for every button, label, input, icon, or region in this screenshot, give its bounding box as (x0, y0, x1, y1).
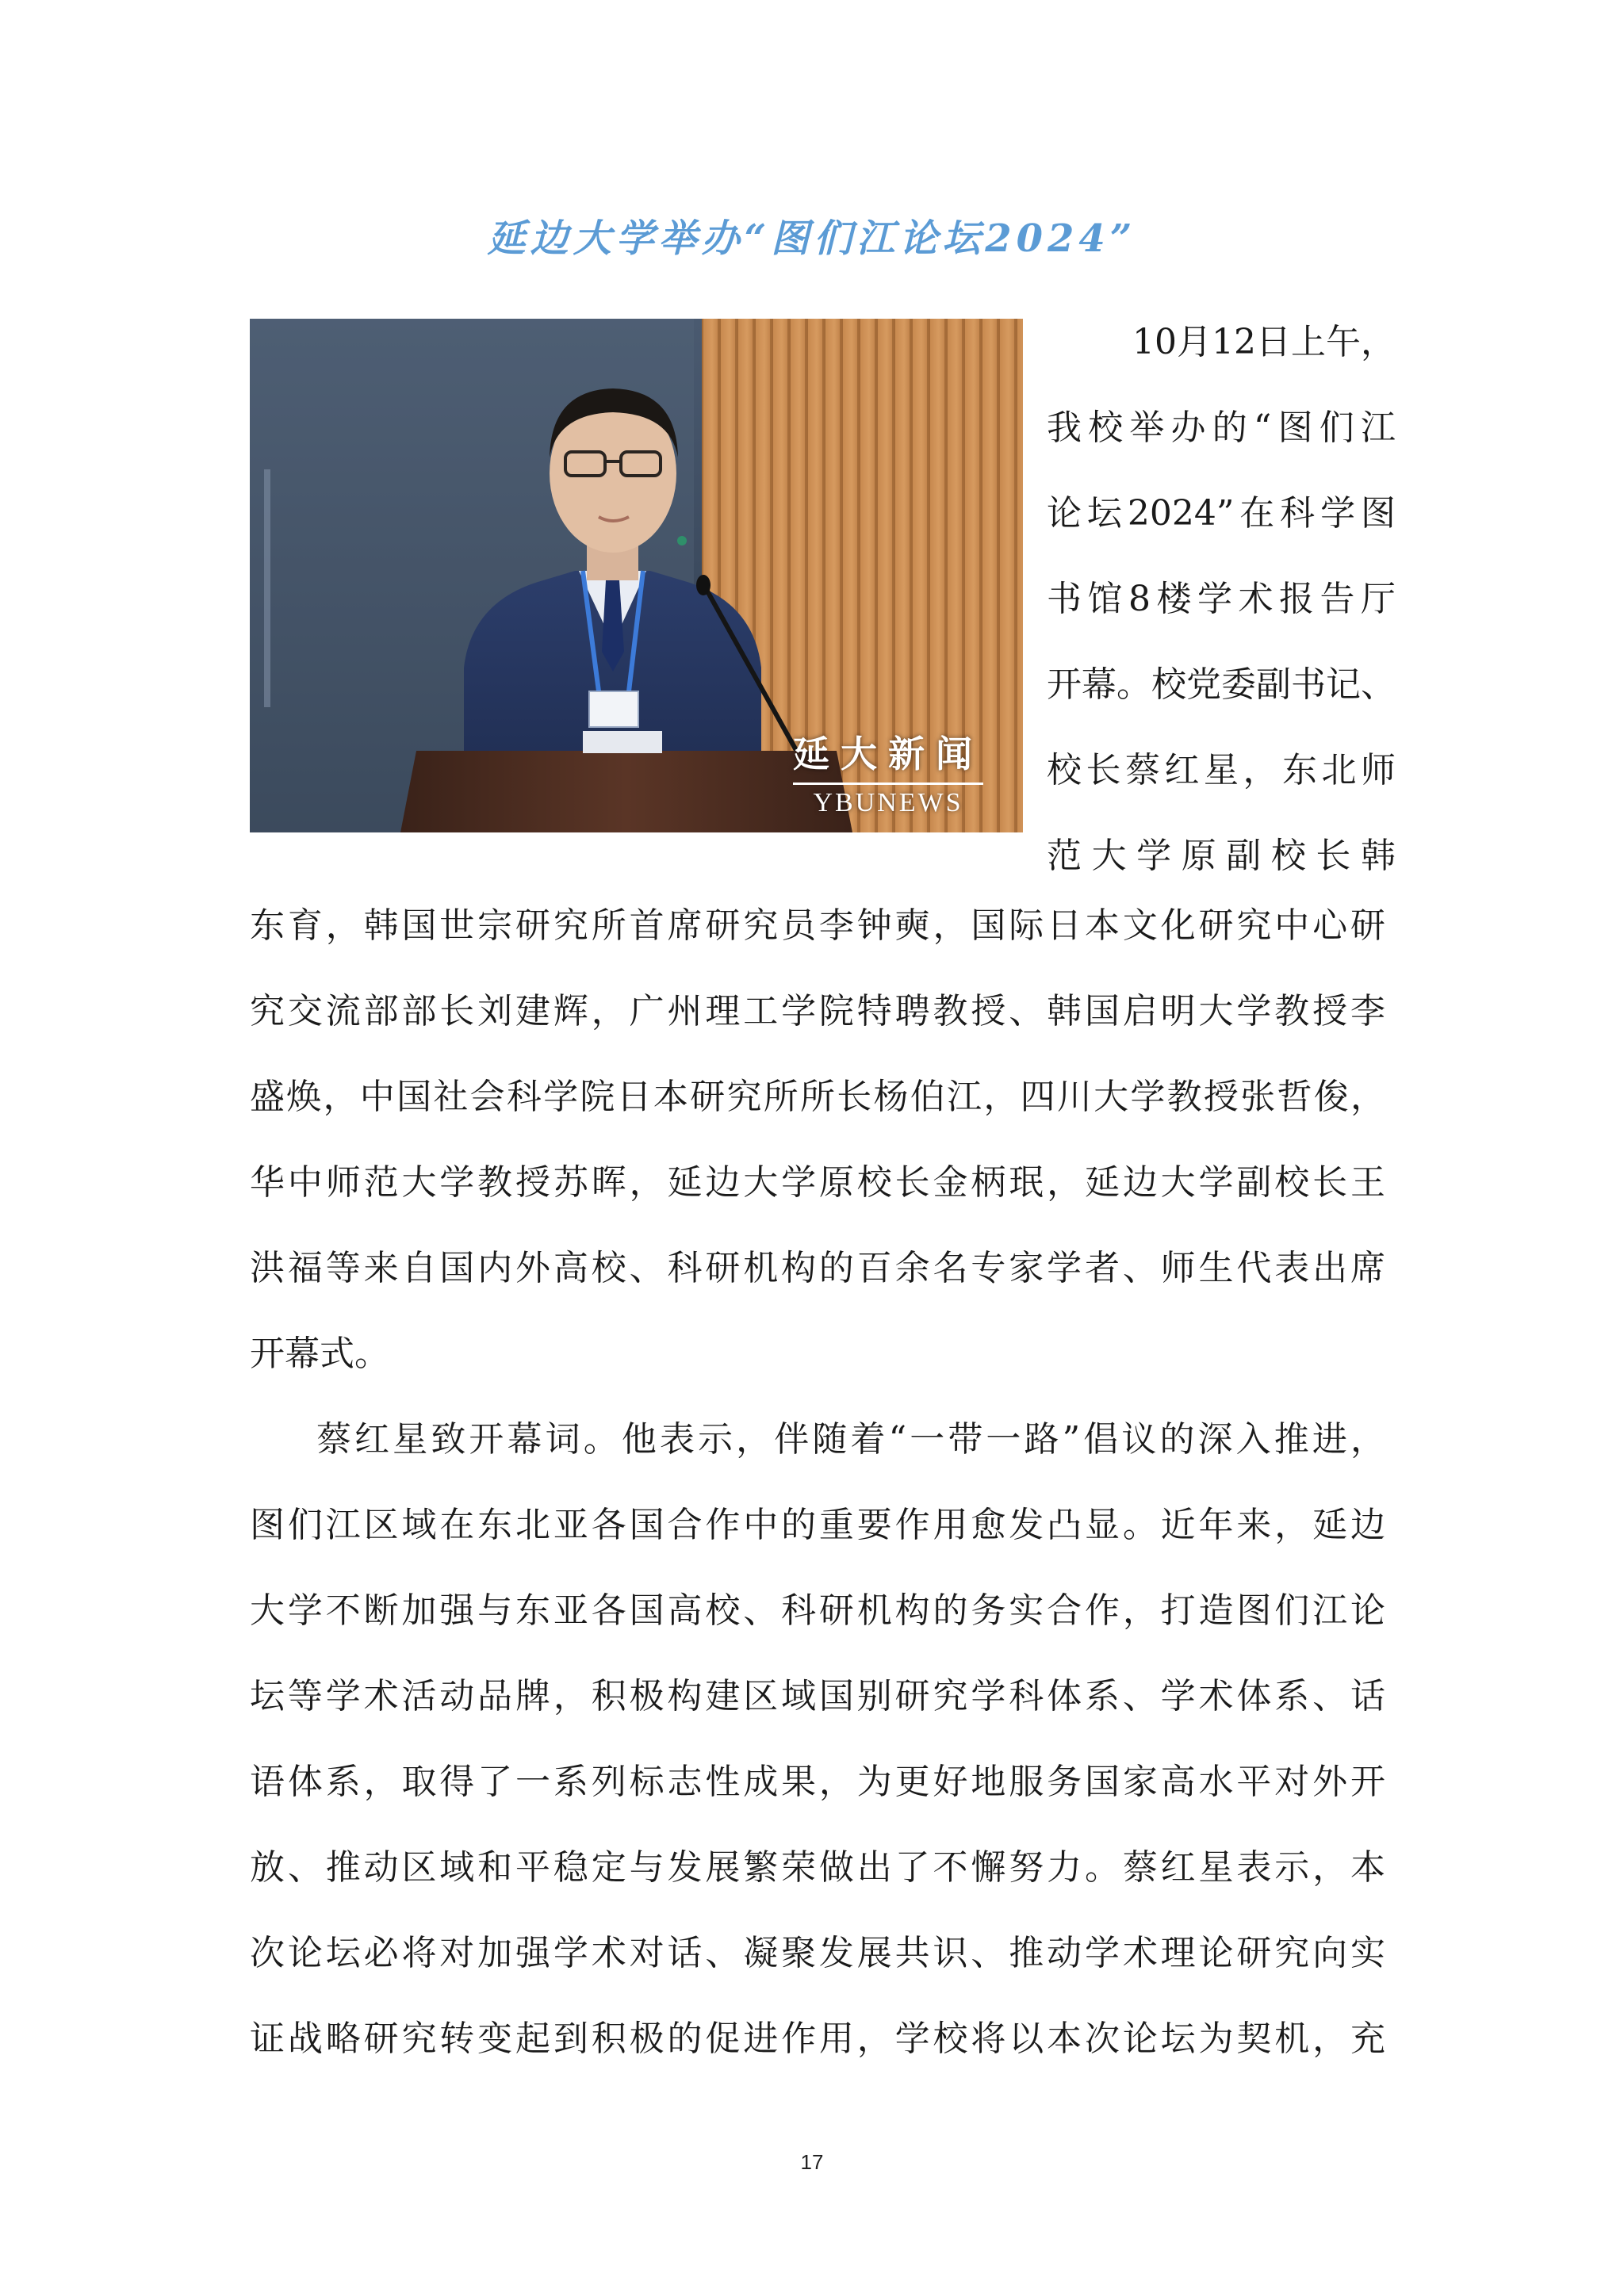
text-line: 华中师范大学教授苏晖，延边大学原校长金柄珉，延边大学副校长王 (250, 1162, 1385, 1203)
page-number: 17 (800, 2150, 824, 2174)
watermark-chinese: 延大新闻 (793, 733, 983, 775)
text-line: 放、推动区域和平稳定与发展繁荣做出了不懈努力。蔡红星表示，本 (250, 1847, 1385, 1888)
text-line: 校长蔡红星，东北师 (1047, 750, 1396, 790)
watermark-english: YBUNEWS (813, 788, 963, 817)
text-line: 洪福等来自国内外高校、科研机构的百余名专家学者、师生代表出席 (250, 1248, 1385, 1288)
text-line: 蔡红星致开幕词。他表示，伴随着“一带一路”倡议的深入推进， (316, 1419, 1385, 1460)
text-line: 究交流部部长刘建辉，广州理工学院特聘教授、韩国启明大学教授李 (250, 991, 1385, 1031)
article-title: 延边大学举办“图们江论坛2024” (487, 216, 1137, 261)
text-line: 次论坛必将对加强学术对话、凝聚发展共识、推动学术理论研究向实 (250, 1933, 1385, 1973)
text-line: 图们江区域在东北亚各国合作中的重要作用愈发凸显。近年来，延边 (250, 1505, 1385, 1545)
wrapped-text-beside-photo (1047, 300, 1396, 899)
text-line: 证战略研究转变起到积极的促进作用，学校将以本次论坛为契机，充 (250, 2019, 1385, 2059)
text-line: 大学不断加强与东亚各国高校、科研机构的务实合作，打造图们江论 (250, 1590, 1385, 1631)
text-line: 我校举办的“图们江 (1047, 408, 1396, 448)
text-line: 东育，韩国世宗研究所首席研究员李钟奭，国际日本文化研究中心研 (250, 905, 1385, 946)
article-body (250, 883, 1385, 2082)
text-line: 范大学原副校长韩 (1047, 836, 1396, 876)
text-line: 书馆8楼学术报告厅 (1047, 579, 1396, 619)
text-line: 开幕式。 (250, 1334, 389, 1374)
photo-watermark (793, 725, 983, 818)
text-line: 10月12日上午， (1132, 322, 1396, 362)
text-line: 坛等学术活动品牌，积极构建区域国别研究学科体系、学术体系、话 (250, 1676, 1385, 1716)
watermark-divider (793, 783, 983, 785)
text-line: 论坛2024”在科学图 (1047, 493, 1396, 534)
text-line: 盛焕，中国社会科学院日本研究所所长杨伯江，四川大学教授张哲俊， (250, 1077, 1385, 1117)
text-line: 开幕。校党委副书记、 (1047, 664, 1396, 705)
speaker-photo (250, 319, 1023, 832)
text-line: 语体系，取得了一系列标志性成果，为更好地服务国家高水平对外开 (250, 1762, 1385, 1802)
